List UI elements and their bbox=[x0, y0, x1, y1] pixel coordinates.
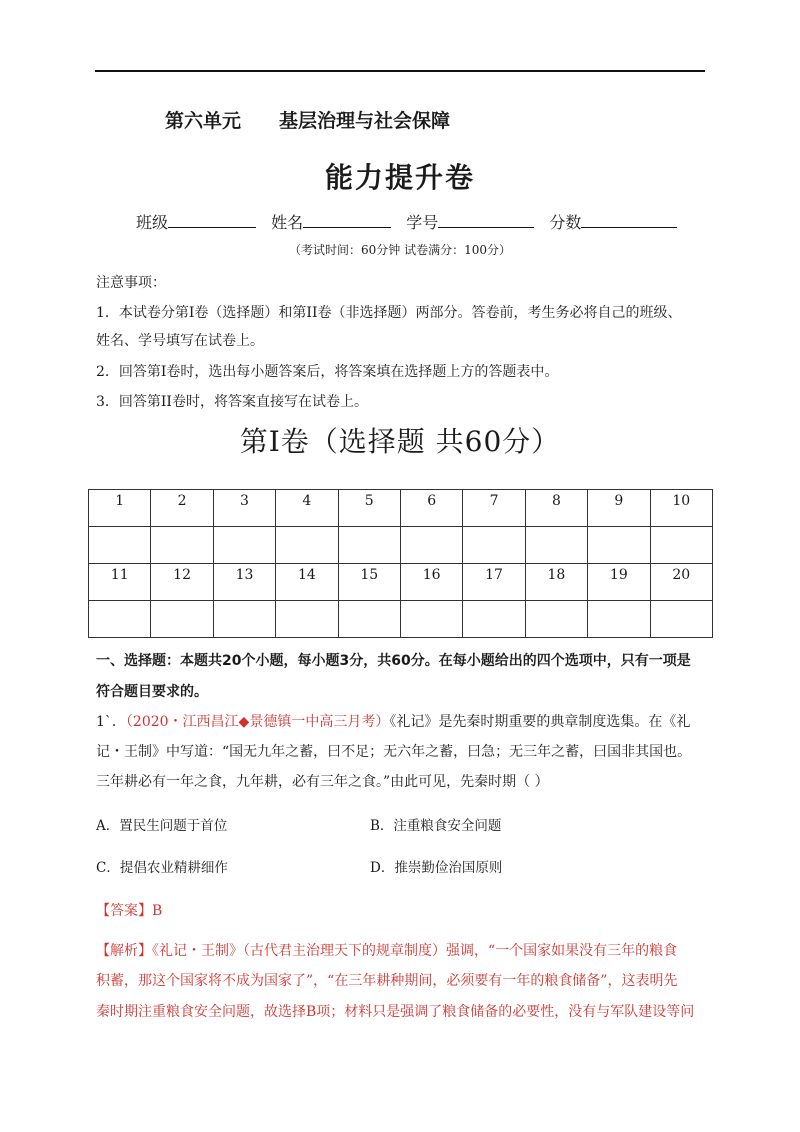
question-text: 《礼记》是先秦时期重要的典章制度选集。在《礼 bbox=[389, 714, 691, 730]
answer-cell[interactable] bbox=[650, 601, 712, 638]
question1-line2: 记・王制》中写道：“国无九年之蓄，曰不足；无六年之蓄，曰急；无三年之蓄，曰国非其国也。 bbox=[96, 744, 692, 760]
class-label: 班级 bbox=[136, 213, 169, 232]
analysis-text: 《礼记・王制》（古代君主治理天下的规章制度）强调，“一个国家如果没有三年的粮食 bbox=[152, 943, 678, 959]
answer-cell[interactable] bbox=[588, 601, 650, 638]
note-item: 3．回答第II卷时，将答案直接写在试卷上。 bbox=[96, 394, 368, 410]
name-label: 姓名 bbox=[271, 213, 304, 232]
page-title: 能力提升卷 bbox=[324, 161, 475, 194]
part1-instructions: 一、选择题：本题共20个小题，每小题3分，共60分。在每小题给出的四个选项中，只有一项是 bbox=[96, 653, 691, 669]
grid-number: 10 bbox=[650, 490, 712, 527]
unit-number: 第六单元 bbox=[165, 110, 242, 132]
grid-number: 15 bbox=[338, 564, 400, 601]
question-number: 1`． bbox=[96, 714, 126, 730]
answer-value: B bbox=[152, 903, 163, 919]
grid-number-row bbox=[89, 564, 713, 601]
analysis-label: 【解析】 bbox=[96, 943, 152, 959]
answer-cell[interactable] bbox=[588, 527, 650, 564]
grid-number: 16 bbox=[400, 564, 462, 601]
grid-number-row bbox=[89, 490, 713, 527]
grid-number: 9 bbox=[588, 490, 650, 527]
grid-answer-row bbox=[89, 601, 713, 638]
answer-cell[interactable] bbox=[338, 527, 400, 564]
answer-cell[interactable] bbox=[151, 601, 213, 638]
notes-heading: 注意事项： bbox=[96, 275, 166, 291]
id-label: 学号 bbox=[406, 213, 439, 232]
grid-number: 14 bbox=[276, 564, 338, 601]
answer-cell[interactable] bbox=[151, 527, 213, 564]
section-title: 第Ⅰ卷（选择题 共60分） bbox=[239, 425, 561, 458]
question1-line1 bbox=[96, 711, 690, 731]
answer-cell[interactable] bbox=[213, 601, 275, 638]
exam-meta: （考试时间：60分钟 试卷满分：100分） bbox=[289, 243, 511, 257]
grid-number: 19 bbox=[588, 564, 650, 601]
class-blank[interactable] bbox=[168, 213, 256, 228]
option-d[interactable]: D．推崇勤俭治国原则 bbox=[370, 860, 503, 876]
analysis-line2: 积蓄，那这个国家将不成为国家了”，“在三年耕种期间，必须要有一年的粮食储备”，这表明先 bbox=[96, 973, 678, 989]
question1-line3: 三年耕必有一年之食，九年耕，必有三年之食。”由此可见，先秦时期（ ） bbox=[96, 774, 549, 790]
score-label: 分数 bbox=[549, 213, 582, 232]
header-rule bbox=[95, 70, 705, 72]
answer-cell[interactable] bbox=[525, 601, 587, 638]
name-blank[interactable] bbox=[303, 213, 391, 228]
part1-instructions-cont: 符合题目要求的。 bbox=[96, 684, 208, 700]
grid-number: 2 bbox=[151, 490, 213, 527]
grid-number: 13 bbox=[213, 564, 275, 601]
grid-number: 12 bbox=[151, 564, 213, 601]
answer-grid bbox=[88, 489, 713, 638]
unit-topic: 基层治理与社会保障 bbox=[279, 110, 451, 132]
grid-number: 7 bbox=[463, 490, 525, 527]
grid-number: 4 bbox=[276, 490, 338, 527]
grid-number: 1 bbox=[89, 490, 151, 527]
grid-number: 5 bbox=[338, 490, 400, 527]
grid-answer-row bbox=[89, 527, 713, 564]
answer-cell[interactable] bbox=[276, 527, 338, 564]
option-b[interactable]: B．注重粮食安全问题 bbox=[370, 818, 502, 834]
score-blank[interactable] bbox=[581, 213, 677, 228]
answer-label: 【答案】 bbox=[96, 903, 152, 919]
grid-number: 18 bbox=[525, 564, 587, 601]
answer-cell[interactable] bbox=[276, 601, 338, 638]
grid-number: 6 bbox=[400, 490, 462, 527]
question-source: （2020・江西昌江◆景德镇一中高三月考） bbox=[125, 714, 390, 730]
answer-cell[interactable] bbox=[89, 527, 151, 564]
answer-cell[interactable] bbox=[463, 527, 525, 564]
unit-heading bbox=[165, 106, 450, 133]
answer-cell[interactable] bbox=[338, 601, 400, 638]
note-item: 姓名、学号填写在试卷上。 bbox=[96, 333, 264, 349]
answer-cell[interactable] bbox=[400, 527, 462, 564]
answer-cell[interactable] bbox=[463, 601, 525, 638]
id-blank[interactable] bbox=[438, 213, 534, 228]
note-item: 1．本试卷分第I卷（选择题）和第II卷（非选择题）两部分。答卷前，考生务必将自己的班级、 bbox=[96, 305, 682, 321]
answer-cell[interactable] bbox=[213, 527, 275, 564]
grid-number: 8 bbox=[525, 490, 587, 527]
grid-number: 17 bbox=[463, 564, 525, 601]
student-info-line bbox=[136, 210, 687, 233]
option-a[interactable]: A．置民生问题于首位 bbox=[96, 818, 228, 834]
answer-cell[interactable] bbox=[89, 601, 151, 638]
grid-number: 3 bbox=[213, 490, 275, 527]
grid-number: 20 bbox=[650, 564, 712, 601]
analysis-line1 bbox=[96, 940, 677, 960]
analysis-line3: 秦时期注重粮食安全问题，故选择B项；材料只是强调了粮食储备的必要性，没有与军队建设等问 bbox=[96, 1004, 695, 1020]
note-item: 2．回答第I卷时，选出每小题答案后，将答案填在选择题上方的答题表中。 bbox=[96, 364, 559, 380]
option-c[interactable]: C．提倡农业精耕细作 bbox=[96, 860, 228, 876]
answer-cell[interactable] bbox=[400, 601, 462, 638]
answer-cell[interactable] bbox=[525, 527, 587, 564]
answer-cell[interactable] bbox=[650, 527, 712, 564]
answer-line bbox=[96, 900, 162, 920]
grid-number: 11 bbox=[89, 564, 151, 601]
